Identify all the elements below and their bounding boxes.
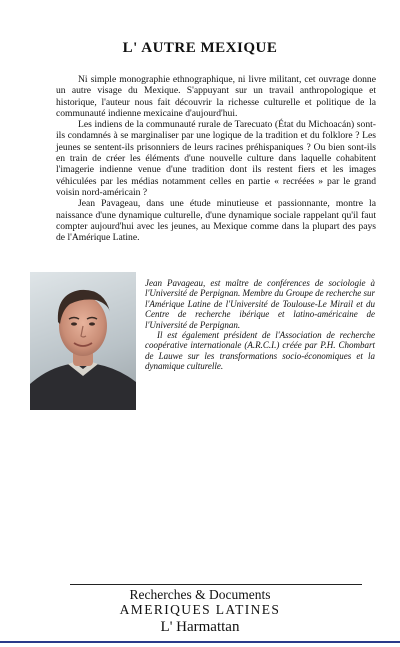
collection-name: AMERIQUES LATINES xyxy=(119,602,281,617)
footer-rule-top xyxy=(70,584,362,585)
author-photo xyxy=(30,272,136,410)
summary-paragraph: Les indiens de la communauté rurale de Tarecuato (État du Michoacán) sont-ils condamnés à se marginaliser par une logique de la tradition et du folklore ? Les jeunes se sentent-ils prisonniers de leurs racines préhispaniques ? Ou bien sont-ils en train de créer les éléments d'une nouvelle culture dans laquelle cohabitent l'imagerie indienne venue d'une tradition dont ils restent fiers et les images véhiculées par les médias notamment celles en partie « recréées » par le grand voisin nord-américain ? xyxy=(56,119,376,198)
author-portrait-icon xyxy=(30,272,136,410)
bio-paragraph: Il est également président de l'Association de recherche coopérative internationale (A.R.C.I.) créée par P.H. Chombart de Lauwe sur les transformations socio-économiques et la dynamique culturelle. xyxy=(145,330,375,372)
footer-rule-bottom xyxy=(0,641,400,643)
summary-paragraph: Jean Pavageau, dans une étude minutieuse et passionnante, montre la naissance d'une dynamique culturelle, d'une dynamique sociale rappelant qu'il faut compter aujourd'hui avec les jeunes, au Mexique comme dans la plupart des pays de l'Amérique Latine. xyxy=(56,198,376,244)
publisher-footer xyxy=(0,584,400,647)
author-bio xyxy=(145,278,375,372)
series-name: Recherches & Documents xyxy=(129,587,271,602)
summary-paragraph: Ni simple monographie ethnographique, ni livre militant, cet ouvrage donne un autre visage du Mexique. S'appuyant sur un travail anthropologique et historique, l'auteur nous fait découvrir la richesse culturelle et politique de la communauté indienne mexicaine d'aujourd'hui. xyxy=(56,74,376,119)
book-title: L' AUTRE MEXIQUE xyxy=(122,40,278,56)
bio-paragraph: Jean Pavageau, est maître de conférences de sociologie à l'Université de Perpignan. Membre du Groupe de recherche sur l'Amérique Latine de l'Université de Toulouse-Le Mirail et du Centre de recherche ibérique et latino-américaine de l'Université de Perpignan. xyxy=(145,278,375,330)
publisher-name: L' Harmattan xyxy=(160,619,240,635)
book-summary xyxy=(56,74,376,243)
